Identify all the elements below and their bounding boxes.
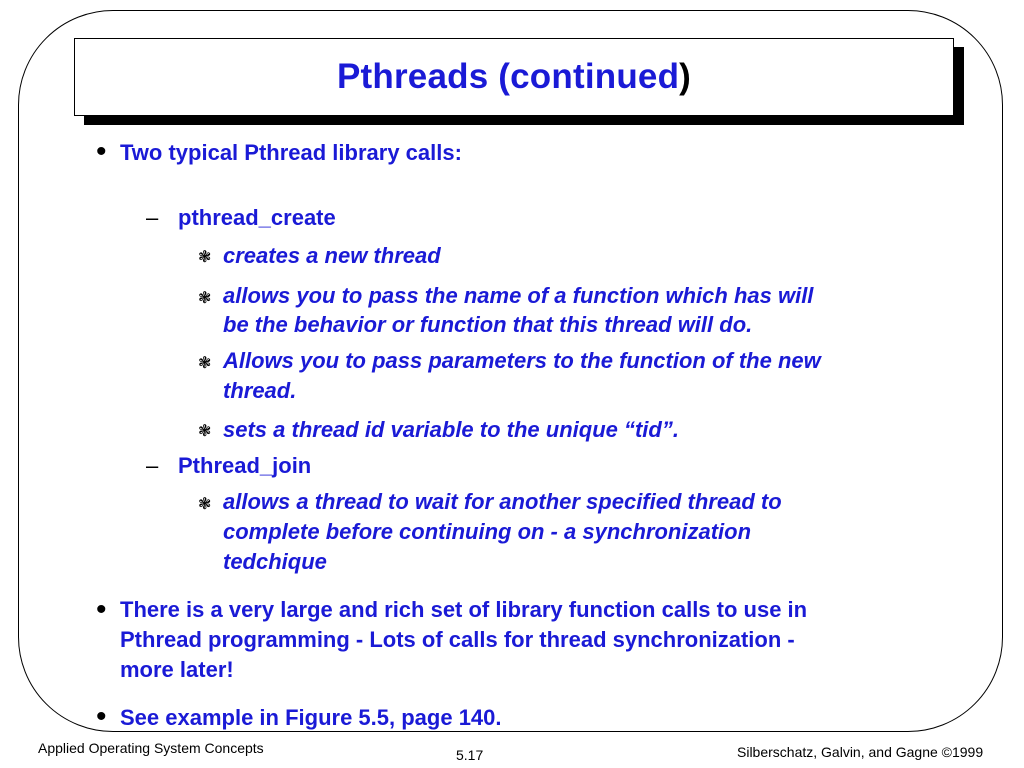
dash-icon: – <box>146 453 159 478</box>
snowflake-icon: ❃ <box>198 421 212 440</box>
sub-sub-item-text: complete before continuing on - a synchronization <box>223 519 752 544</box>
sub-sub-item-text: allows you to pass the name of a function which has will <box>223 283 814 308</box>
footer-copyright: Silberschatz, Galvin, and Gagne ©1999 <box>737 744 984 760</box>
bullet-2-text: There is a very large and rich set of library function calls to use in <box>120 597 808 622</box>
sub-sub-item-text: Allows you to pass parameters to the function of the new <box>223 348 821 373</box>
bullet-icon: • <box>96 135 107 168</box>
sub-sub-item-text: be the behavior or function that this thread will do. <box>223 312 753 337</box>
sub-item-pthread-create: pthread_create <box>178 205 336 230</box>
bullet-2-text: more later! <box>120 657 234 682</box>
bullet-2-text: Pthread programming - Lots of calls for thread synchronization - <box>120 627 795 652</box>
dash-icon: – <box>146 205 159 230</box>
snowflake-icon: ❃ <box>198 288 212 307</box>
bullet-3-text: See example in Figure 5.5, page 140. <box>120 705 502 730</box>
snowflake-icon: ❃ <box>198 247 212 266</box>
slide-title-main: Pthreads (continued <box>336 57 680 96</box>
footer-course-title: Applied Operating System Concepts <box>38 740 264 756</box>
footer-page-number: 5.17 <box>456 747 484 763</box>
snowflake-icon: ❃ <box>198 494 212 513</box>
bullet-icon: • <box>96 593 107 626</box>
sub-sub-item-text: allows a thread to wait for another specified thread to <box>223 489 782 514</box>
slide-title-close: ) <box>679 57 692 96</box>
sub-sub-item-text: tedchique <box>223 549 327 574</box>
snowflake-icon: ❃ <box>198 353 212 372</box>
sub-sub-item-text: thread. <box>223 378 297 403</box>
bullet-icon: • <box>96 700 107 733</box>
sub-sub-item-text: creates a new thread <box>223 243 441 268</box>
sub-item-pthread-join: Pthread_join <box>178 453 312 478</box>
sub-sub-item-text: sets a thread id variable to the unique “tid”. <box>223 417 679 442</box>
bullet-1-text: Two typical Pthread library calls: <box>120 140 462 165</box>
